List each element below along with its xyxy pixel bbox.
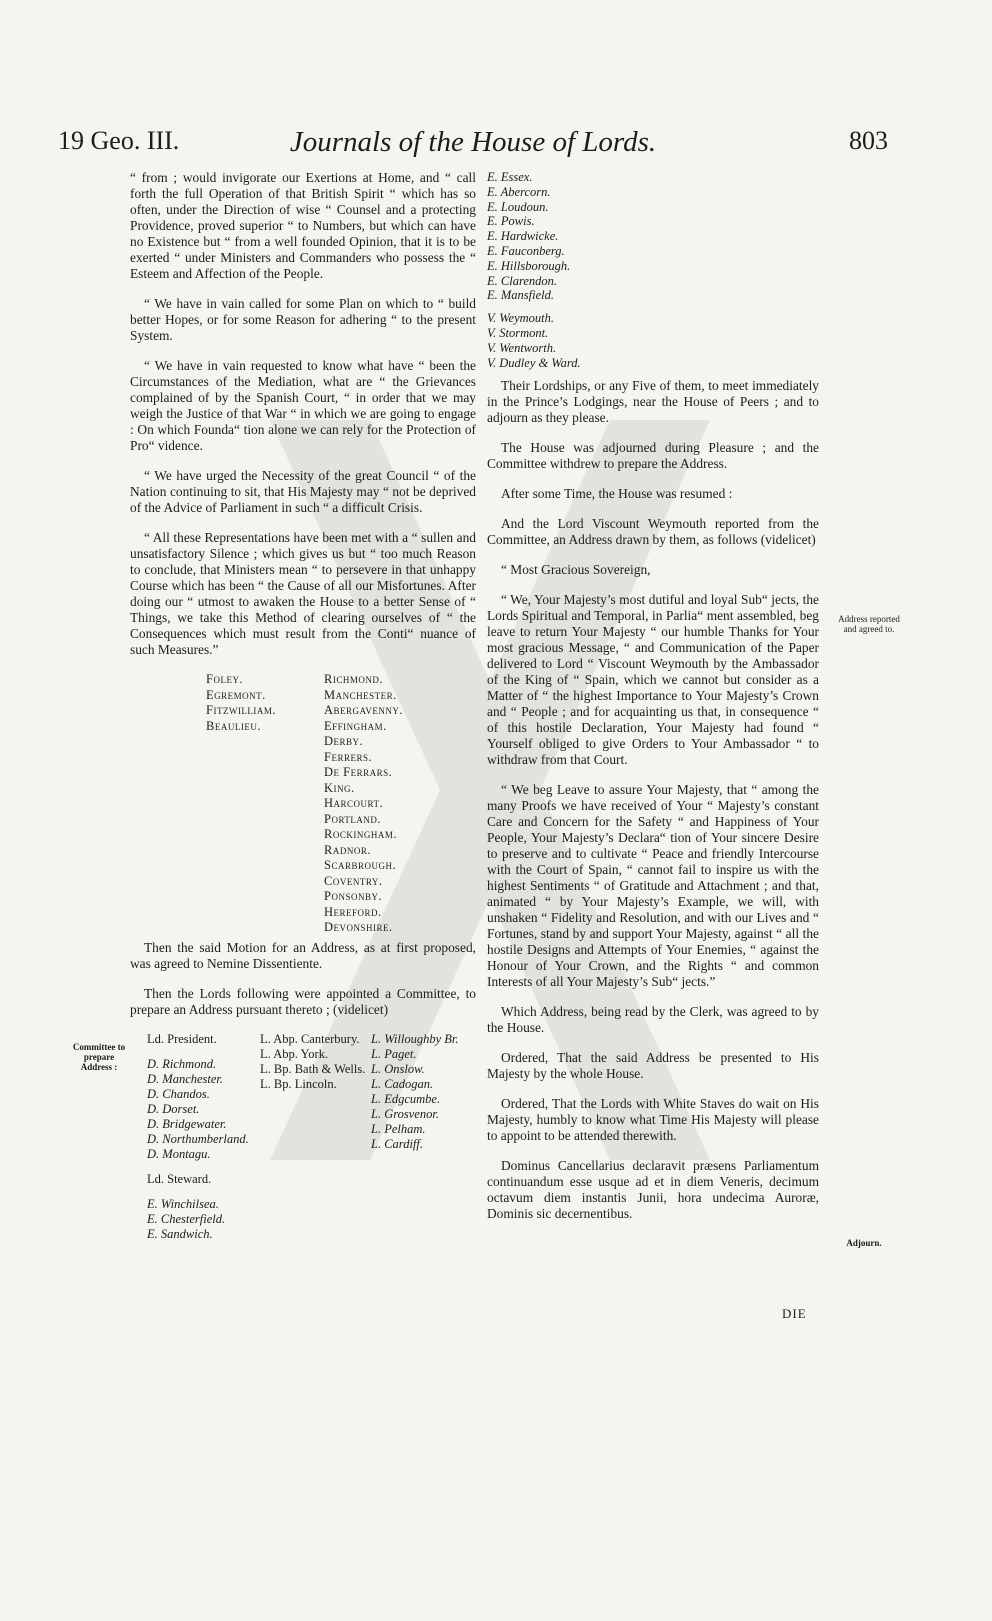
committee-member: V. Wentworth. <box>487 340 557 355</box>
committee-viscounts <box>487 311 819 370</box>
committee-member: L. Grosvenor. <box>371 1107 439 1121</box>
committee-member: L. Cadogan. <box>371 1077 434 1091</box>
house-adjourned-paragraph: The House was adjourned during Pleasure ; and the Committee withdrew to prepare the Address. <box>487 440 819 472</box>
committee-member: E. Loudoun. <box>487 199 549 214</box>
signature: De Ferrars. <box>324 765 393 779</box>
committee-member: L. Abp. Canterbury. <box>260 1032 360 1046</box>
address-agreed-paragraph: Which Address, being read by the Clerk, was agreed to by the House. <box>487 1004 819 1036</box>
protest-paragraph-2: “ We have in vain called for some Plan on which to “ build better Hopes, or for some Reason for adhering “ to the present System. <box>130 296 476 343</box>
order-white-staves: Ordered, That the Lords with White Staves do wait on His Majesty, humbly to know what Time His Majesty will please to appoint to be attended therewith. <box>487 1096 819 1144</box>
left-column <box>130 170 476 1248</box>
committee-member: E. Mansfield. <box>487 288 555 303</box>
right-column <box>487 170 819 1236</box>
committee-member: L. Pelham. <box>371 1122 426 1136</box>
signature: King. <box>324 780 355 795</box>
protest-paragraph-1: “ from ; would invigorate our Exertions at Home, and “ call forth the full Operation of that British Spirit “ which has so often, under the Direction of wise “ Counsel and a protecting Providence, proved superior “ to Numbers, but which can have no Existence but “ from a well founded Opinion, that it is to be exerted “ under Ministers and Commanders who possess the “ Esteem and Affection of the People. <box>130 170 476 281</box>
signatures-column-2 <box>324 672 403 936</box>
committee-member: E. Winchilsea. <box>147 1197 219 1211</box>
committee-member: V. Weymouth. <box>487 311 555 326</box>
address-paragraph-2: “ We beg Leave to assure Your Majesty, that “ among the many Proofs we have received of Your “ Majesty’s constant Care and Concern for the Safety “ and Happiness of Your People, Your Majesty’s Declara“ tion of Your sincere Desire to preserve and to cultivate “ Peace and friendly Intercourse with the Court of Spain, “ cannot fail to inspire us with the highest Sentiments “ of Gratitude and Attachment ; and that, animated “ by Your Majesty’s Example, we will, with unshaken “ Fidelity and Resolution, and with our Lives and “ Fortunes, stand by and support Your Majesty, against “ all the hostile Designs and Attempts of Your Enemies, “ against the Honour of Your Crown, and the Rights “ and common Interests of all Your Majesty’s Sub“ jects.” <box>487 782 819 990</box>
committee-member: E. Hardwicke. <box>487 229 559 244</box>
committee-member: L. Bp. Lincoln. <box>260 1077 337 1091</box>
meeting-instructions: Their Lordships, or any Five of them, to meet immediately in the Prince’s Lodgings, near the House of Peers ; and to adjourn as they please. <box>487 378 819 426</box>
committee-member: E. Sandwich. <box>147 1227 213 1241</box>
page-header <box>58 126 888 164</box>
committee-member: E. Hillsborough. <box>487 258 571 273</box>
signature: Abergavenny. <box>324 703 403 717</box>
committee-member: L. Paget. <box>371 1047 417 1061</box>
address-paragraph-1: “ We, Your Majesty’s most dutiful and loyal Sub“ jects, the Lords Spiritual and Temporal, in Parlia“ ment assembled, beg leave to return Your Majesty “ our humble Thanks for Your most gracious Message, “ and Communication of the Paper delivered to Lord “ Viscount Weymouth by the Ambassador of the King of “ Spain, which we cannot but consider as a Matter of “ the highest Importance to Your Majesty’s Crown and “ People ; and for acquainting us that, in consequence “ of this hostile Declaration, Your Majesty had found “ Yourself obliged to give Orders to Your Ambassador “ to withdraw from that Court. <box>487 592 819 768</box>
committee-column-2 <box>260 1032 372 1092</box>
committee-member: V. Dudley & Ward. <box>487 355 581 370</box>
protest-paragraph-3: “ We have in vain requested to know what have “ been the Circumstances of the Mediation, what are “ the Grievances complained of by the Spanish Court, “ in order that we may weigh the Justice of that War “ in which we are going to engage : On which Founda“ tion alone we can rely for the Protection of Pro“ vidence. <box>130 358 476 453</box>
signature: Richmond. <box>324 672 383 686</box>
protest-paragraph-4: “ We have urged the Necessity of the great Council “ of the Nation continuing to sit, that His Majesty may “ not be deprived of the Advice of Parliament in such “ a difficult Crisis. <box>130 468 476 515</box>
journal-title: Journals of the House of Lords. <box>289 126 657 158</box>
committee-column-3 <box>371 1032 483 1152</box>
committee-member: D. Chandos. <box>147 1087 210 1101</box>
regnal-year: 19 Geo. III. <box>58 126 180 155</box>
signature: Devonshire. <box>324 920 393 934</box>
committee-column-1 <box>147 1032 269 1242</box>
adjournment-latin: Dominus Cancellarius declaravit præsens Parliamentum continuandum esse usque ad et in diem Veneris, decimum octavum diem instantis Junii, hora undecima Auroræ, Dominis sic decernentibus. <box>487 1158 819 1222</box>
margin-note-adjourn: Adjourn. <box>846 1238 882 1248</box>
margin-note-committee: Committee to prepare Address : <box>72 1042 126 1072</box>
signature: Beaulieu. <box>206 718 261 733</box>
committee-member: L. Abp. York. <box>260 1047 329 1061</box>
signature: Fitzwilliam. <box>206 703 277 717</box>
committee-member: D. Richmond. <box>147 1057 217 1071</box>
signature: Rockingham. <box>324 827 397 841</box>
committee-member: D. Manchester. <box>147 1072 224 1086</box>
committee-appointed-paragraph: Then the Lords following were appointed a Committee, to prepare an Address pursuant thereto ; (videlicet) <box>130 986 476 1017</box>
committee-member: L. Cardiff. <box>371 1137 423 1151</box>
committee-member: L. Edgcumbe. <box>371 1092 441 1106</box>
motion-agreed-paragraph: Then the said Motion for an Address, as at first proposed, was agreed to Nemine Dissentiente. <box>130 940 476 971</box>
signature: Scarbrough. <box>324 858 397 872</box>
committee-earls <box>487 170 819 303</box>
signature: Ponsonby. <box>324 889 383 903</box>
signature: Harcourt. <box>324 796 384 810</box>
committee-member: E. Fauconberg. <box>487 243 565 258</box>
signature: Foley. <box>206 672 244 686</box>
committee-member: E. Powis. <box>487 214 535 229</box>
signature: Ferrers. <box>324 749 373 764</box>
signature: Derby. <box>324 734 364 748</box>
committee-member: Ld. Steward. <box>147 1172 212 1186</box>
protest-paragraph-5: “ All these Representations have been met with a “ sullen and unsatisfactory Silence ; which gives us but “ too much Reason to conclude, that Ministers mean “ to persevere in that unhappy Course which has been “ the Cause of all our Misfortunes. After doing our “ utmost to awaken the House to a better Sense of “ Things, we take this Method of clearing ourselves of “ the Consequences which must result from the Conti“ nuance of such Measures.” <box>130 530 476 657</box>
committee-member: E. Essex. <box>487 170 533 184</box>
page-number: 803 <box>849 126 888 155</box>
signature: Radnor. <box>324 842 371 857</box>
margin-note-address: Address reported and agreed to. <box>838 614 900 634</box>
address-salutation: “ Most Gracious Sovereign, <box>501 562 651 578</box>
committee-member: L. Onslow. <box>371 1062 425 1076</box>
catchword: DIE <box>782 1306 807 1321</box>
signature: Effingham. <box>324 718 387 733</box>
protest-signatures <box>130 672 476 934</box>
committee-member: V. Stormont. <box>487 325 549 340</box>
address-reported-paragraph: And the Lord Viscount Weymouth reported from the Committee, an Address drawn by them, as follows (videlicet) <box>487 516 819 548</box>
committee-member: D. Montagu. <box>147 1147 211 1161</box>
signature: Hereford. <box>324 904 382 919</box>
committee-member: L. Willoughby Br. <box>371 1032 459 1046</box>
signature: Manchester. <box>324 687 397 702</box>
signature: Portland. <box>324 811 382 826</box>
signatures-column-1 <box>206 672 276 734</box>
signature: Coventry. <box>324 873 383 888</box>
committee-member: E. Abercorn. <box>487 184 551 199</box>
committee-list <box>130 1032 476 1248</box>
committee-member: E. Chesterfield. <box>147 1212 226 1226</box>
committee-member: Ld. President. <box>147 1032 217 1046</box>
committee-member: E. Clarendon. <box>487 273 558 288</box>
committee-member: L. Bp. Bath & Wells. <box>260 1062 366 1076</box>
committee-member: D. Bridgewater. <box>147 1117 227 1131</box>
committee-member: D. Northumberland. <box>147 1132 249 1146</box>
order-present-address: Ordered, That the said Address be presented to His Majesty by the whole House. <box>487 1050 819 1082</box>
signature: Egremont. <box>206 687 266 702</box>
house-resumed-paragraph: After some Time, the House was resumed : <box>501 486 733 502</box>
committee-member: D. Dorset. <box>147 1102 200 1116</box>
